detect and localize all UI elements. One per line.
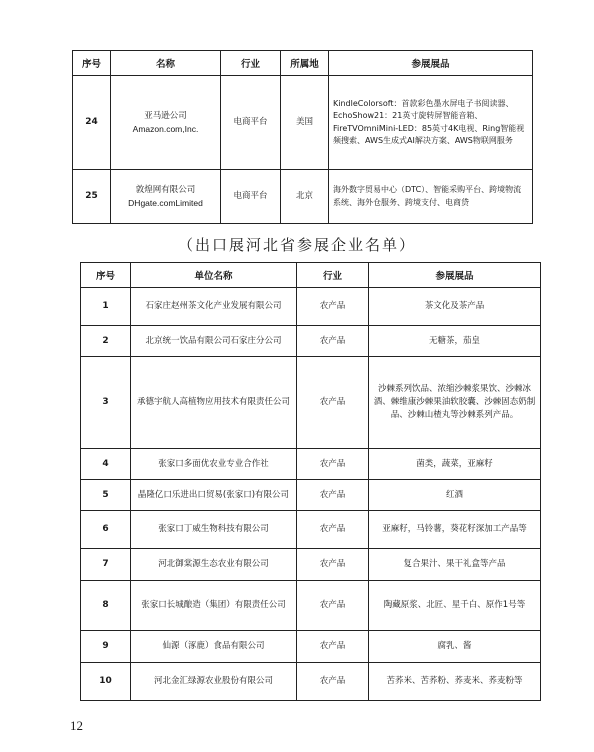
row-company: 北京统一饮品有限公司石家庄分公司 (131, 326, 297, 357)
table-row (81, 581, 541, 631)
row-no: 6 (81, 511, 131, 549)
row-exhibits: 无糖茶，茄皇 (369, 326, 541, 357)
row-industry: 农产品 (297, 631, 369, 663)
header-exhibits: 参展展品 (329, 51, 533, 76)
table-row (81, 326, 541, 357)
header-no: 序号 (73, 51, 111, 76)
header-no: 序号 (81, 263, 131, 288)
table-row (81, 449, 541, 480)
row-company: 承德宇航人高植物应用技术有限责任公司 (131, 357, 297, 449)
row-no: 7 (81, 549, 131, 581)
row-exhibits: 沙棘系列饮品、浓缩沙棘浆果饮、沙棘冰酒、棘维康沙棘果油软胶囊、沙棘固态奶制品、沙棘山楂丸等沙棘系列产品。 (369, 357, 541, 449)
row-company: 仙源（涿鹿）食品有限公司 (131, 631, 297, 663)
row-company: 张家口丁威生物科技有限公司 (131, 511, 297, 549)
row-no: 5 (81, 480, 131, 511)
row-exhibits: 海外数字贸易中心（DTC）、智能采购平台、跨境物流系统、海外仓服务、跨境支付、电商贷 (329, 170, 533, 224)
row-company: 张家口多面优农业专业合作社 (131, 449, 297, 480)
page-number: 12 (70, 718, 83, 733)
table-row (73, 76, 533, 170)
row-exhibits: 陶藏原浆、北匠、星千白、原作1号等 (369, 581, 541, 631)
row-industry: 农产品 (297, 449, 369, 480)
company-name-cn: 亚马逊公司 (144, 111, 187, 121)
table-row (73, 170, 533, 224)
company-name-en: Amazon.com,Inc. (132, 123, 199, 134)
header-location: 所属地 (281, 51, 329, 76)
row-exhibits: 苦荞米、苦荞粉、荞麦米、荞麦粉等 (369, 663, 541, 701)
row-company: 张家口长城酿造（集团）有限责任公司 (131, 581, 297, 631)
row-no: 25 (73, 170, 111, 224)
section-subtitle: （出口展河北省参展企业名单） (177, 236, 416, 254)
row-exhibits: 茶文化及茶产品 (369, 288, 541, 326)
row-location: 北京 (281, 170, 329, 224)
row-industry: 农产品 (297, 663, 369, 701)
row-exhibits: 菌类，蔬菜，亚麻籽 (369, 449, 541, 480)
row-name (111, 76, 221, 170)
row-industry: 农产品 (297, 480, 369, 511)
company-name-cn: 敦煌网有限公司 (135, 185, 196, 195)
header-industry: 行业 (297, 263, 369, 288)
table-row (81, 511, 541, 549)
header-exhibits: 参展展品 (369, 263, 541, 288)
row-industry: 农产品 (297, 357, 369, 449)
row-exhibits: 红酒 (369, 480, 541, 511)
row-industry: 农产品 (297, 581, 369, 631)
row-location: 美国 (281, 76, 329, 170)
row-industry: 电商平台 (221, 170, 281, 224)
row-no: 10 (81, 663, 131, 701)
table-row (81, 631, 541, 663)
row-company: 河北御棠源生态农业有限公司 (131, 549, 297, 581)
table-header-row (81, 263, 541, 288)
row-exhibits: KindleColorsoft：首款彩色墨水屏电子书阅读器、EchoShow21：21英寸旋转屏智能音箱、FireTVOmniMini-LED：85英寸4K电视、Ring智能视频搜索、AWS生成式AI解决方案、AWS物联网服务 (329, 76, 533, 170)
row-no: 2 (81, 326, 131, 357)
table-row (81, 288, 541, 326)
row-no: 9 (81, 631, 131, 663)
row-industry: 农产品 (297, 288, 369, 326)
row-no: 24 (73, 76, 111, 170)
row-no: 4 (81, 449, 131, 480)
row-no: 8 (81, 581, 131, 631)
exhibitor-table-continued (72, 50, 533, 224)
table-row (81, 480, 541, 511)
hebei-exhibitor-table (80, 262, 541, 701)
table-header-row (73, 51, 533, 76)
header-name: 名称 (111, 51, 221, 76)
header-industry: 行业 (221, 51, 281, 76)
row-exhibits: 复合果汁、果干礼盒等产品 (369, 549, 541, 581)
row-industry: 电商平台 (221, 76, 281, 170)
row-company: 晶隆亿口乐进出口贸易(张家口)有限公司 (131, 480, 297, 511)
row-no: 3 (81, 357, 131, 449)
row-exhibits: 腐乳、酱 (369, 631, 541, 663)
row-no: 1 (81, 288, 131, 326)
row-company: 石家庄赵州茶文化产业发展有限公司 (131, 288, 297, 326)
row-name (111, 170, 221, 224)
company-name-en: DHgate.comLimited (128, 197, 203, 208)
row-industry: 农产品 (297, 326, 369, 357)
table-row (81, 549, 541, 581)
row-industry: 农产品 (297, 549, 369, 581)
header-company: 单位名称 (131, 263, 297, 288)
table-row (81, 663, 541, 701)
row-industry: 农产品 (297, 511, 369, 549)
row-exhibits: 亚麻籽，马铃薯，葵花籽深加工产品等 (369, 511, 541, 549)
table-row (81, 357, 541, 449)
row-company: 河北金汇绿源农业股份有限公司 (131, 663, 297, 701)
